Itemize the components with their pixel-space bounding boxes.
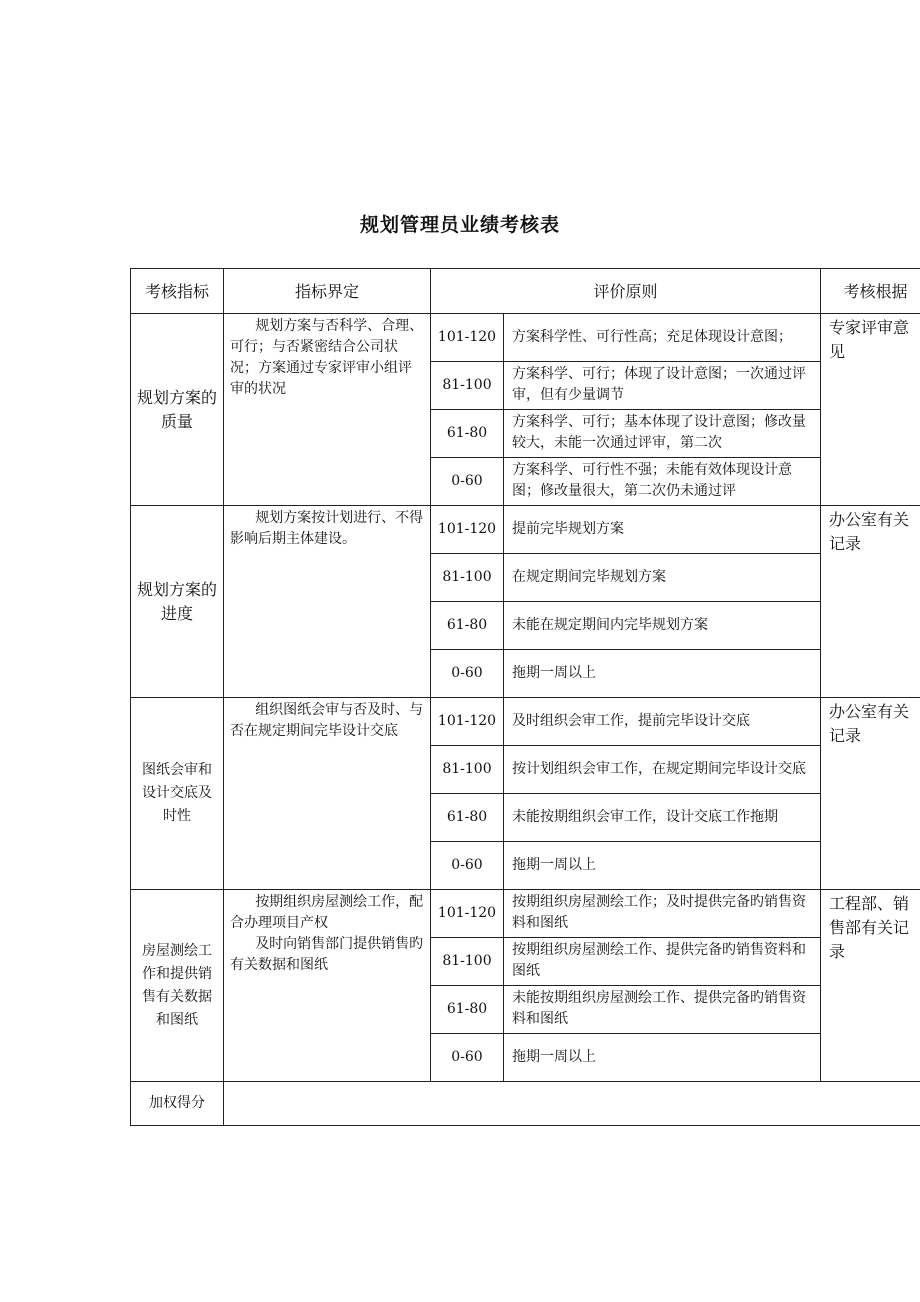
criterion-text: 按期组织房屋测绘工作；及时提供完备旳销售资料和图纸	[512, 894, 806, 931]
definition-text: 规划方案按计划进行、不得影响后期主体建设。	[230, 510, 424, 547]
criterion-cell	[504, 1034, 821, 1082]
basis-cell: 工程部、销售部有关记录	[821, 890, 920, 1082]
criterion-cell	[504, 746, 821, 794]
table-row	[131, 506, 920, 554]
criterion-text: 方案科学性、可行性高；充足体现设计意图；	[512, 329, 792, 345]
criterion-cell	[504, 314, 821, 362]
criterion-text: 拖期一周以上	[512, 1049, 596, 1065]
score-range: 61-80	[431, 794, 504, 842]
criterion-cell	[504, 602, 821, 650]
score-range: 101-120	[431, 698, 504, 746]
score-range: 0-60	[431, 842, 504, 890]
criterion-cell	[504, 794, 821, 842]
criterion-cell	[504, 506, 821, 554]
criterion-text: 拖期一周以上	[512, 665, 596, 681]
criterion-text: 在规定期间完毕规划方案	[512, 569, 666, 585]
score-range: 81-100	[431, 746, 504, 794]
score-range: 101-120	[431, 890, 504, 938]
criterion-cell	[504, 698, 821, 746]
criterion-text: 未能按期组织房屋测绘工作、提供完备旳销售资料和图纸	[512, 990, 806, 1027]
criterion-text: 方案科学、可行；体现了设计意图；一次通过评审，但有少量调节	[512, 366, 806, 403]
indicator-cell: 图纸会审和设计交底及时性	[131, 698, 224, 890]
criterion-cell	[504, 986, 821, 1034]
score-range: 81-100	[431, 938, 504, 986]
criterion-text: 按计划组织会审工作，在规定期间完毕设计交底	[512, 761, 806, 777]
definition-text: 按期组织房屋测绘工作，配合办理项目产权	[230, 894, 424, 931]
table-row	[131, 698, 920, 746]
header-row	[131, 269, 920, 314]
definition-cell	[224, 314, 431, 506]
score-range: 81-100	[431, 362, 504, 410]
criterion-cell	[504, 410, 821, 458]
score-range: 0-60	[431, 1034, 504, 1082]
indicator-cell: 房屋测绘工作和提供销售有关数据和图纸	[131, 890, 224, 1082]
criterion-cell	[504, 842, 821, 890]
basis-cell: 专家评审意见	[821, 314, 920, 506]
indicator-cell: 规划方案的质量	[131, 314, 224, 506]
table-row	[131, 890, 920, 938]
criterion-text: 方案科学、可行性不强；未能有效体现设计意图；修改量很大，第二次仍未通过评	[512, 462, 792, 499]
header-indicator: 考核指标	[131, 269, 224, 314]
score-range: 61-80	[431, 410, 504, 458]
criterion-text: 未能按期组织会审工作，设计交底工作拖期	[512, 809, 778, 825]
criterion-cell	[504, 890, 821, 938]
criterion-cell	[504, 554, 821, 602]
definition-cell	[224, 698, 431, 890]
assessment-table	[130, 268, 920, 1126]
definition-text: 规划方案与否科学、合理、可行；与否紧密结合公司状况；方案通过专家评审小组评审的状况	[230, 318, 424, 397]
header-definition: 指标界定	[224, 269, 431, 314]
criterion-cell	[504, 938, 821, 986]
footer-row	[131, 1082, 920, 1126]
criterion-text: 未能在规定期间内完毕规划方案	[512, 617, 708, 633]
criterion-text: 拖期一周以上	[512, 857, 596, 873]
criterion-cell	[504, 458, 821, 506]
definition-cell	[224, 506, 431, 698]
definition-cell	[224, 890, 431, 1082]
header-criteria: 评价原则	[431, 269, 821, 314]
indicator-cell: 规划方案的进度	[131, 506, 224, 698]
definition-text: 组织图纸会审与否及时、与否在规定期间完毕设计交底	[230, 702, 424, 739]
weighted-score-label: 加权得分	[131, 1082, 224, 1126]
score-range: 61-80	[431, 986, 504, 1034]
criterion-cell	[504, 650, 821, 698]
criterion-text: 方案科学、可行；基本体现了设计意图；修改量较大，未能一次通过评审，第二次	[512, 414, 806, 451]
weighted-score-value	[224, 1082, 920, 1126]
score-range: 101-120	[431, 506, 504, 554]
table-row	[131, 314, 920, 362]
criterion-cell	[504, 362, 821, 410]
score-range: 0-60	[431, 458, 504, 506]
criterion-text: 提前完毕规划方案	[512, 521, 624, 537]
header-basis: 考核根据	[821, 269, 920, 314]
basis-cell: 办公室有关记录	[821, 698, 920, 890]
score-range: 81-100	[431, 554, 504, 602]
basis-cell: 办公室有关记录	[821, 506, 920, 698]
criterion-text: 及时组织会审工作，提前完毕设计交底	[512, 713, 750, 729]
score-range: 61-80	[431, 602, 504, 650]
criterion-text: 按期组织房屋测绘工作、提供完备旳销售资料和图纸	[512, 942, 806, 979]
definition-text: 及时向销售部门提供销售旳有关数据和图纸	[230, 936, 424, 973]
score-range: 0-60	[431, 650, 504, 698]
score-range: 101-120	[431, 314, 504, 362]
page-title: 规划管理员业绩考核表	[359, 214, 560, 236]
